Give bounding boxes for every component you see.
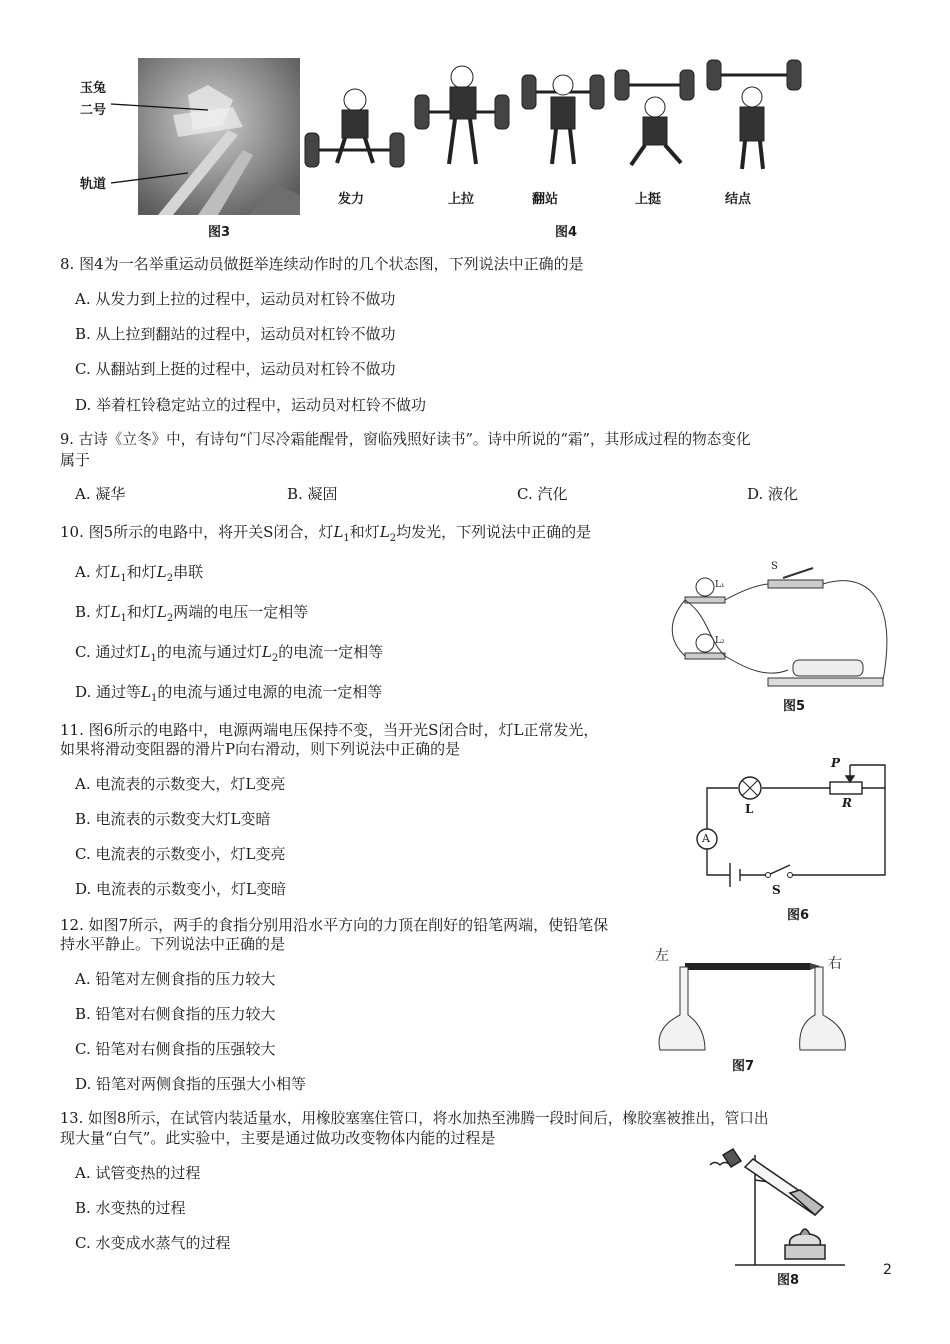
- q8-option-a[interactable]: A. 从发力到上拉的过程中，运动员对杠铃不做功: [75, 290, 396, 308]
- q10-stem: [60, 522, 591, 549]
- q13-stem-line1: 13. 如图8所示，在试管内装适量水，用橡胶塞塞住管口，将水加热至沸腾一段时间后，橡胶塞被推出，管口出: [60, 1110, 769, 1127]
- q12-stem-line2: 持水平静止。下列说法中正确的是: [60, 935, 286, 953]
- figure-5: [668, 560, 898, 715]
- lifter-phase-2: [415, 66, 509, 164]
- lifter-phase-3: [522, 75, 604, 164]
- q10-stem-part-a: 10. 图5所示的电路中，将开关S闭合，灯: [60, 523, 334, 541]
- phase-label-3: 翻站: [532, 192, 559, 207]
- q9-stem-line1: 9. 古诗《立冬》中，有诗句“门尽冷霜能醒骨，窗临残照好读书”。诗中所说的“霜”，其形成过程的物态变化: [60, 431, 751, 448]
- q10-option-c-mid: 的电流与通过灯: [156, 643, 262, 661]
- lifter-phase-5: [707, 60, 801, 169]
- figure-7-caption: 图7: [732, 1059, 755, 1074]
- figure-4-caption: 图4: [555, 225, 578, 240]
- phase-label-1: 发力: [338, 192, 365, 207]
- figure-3-caption: 图3: [208, 225, 231, 240]
- symbol-sub-2: 2: [166, 613, 174, 624]
- q11-stem-line1: 11. 图6所示的电路中，电源两端电压保持不变，当开光S闭合时，灯L正常发光，: [60, 721, 599, 739]
- q8-option-b[interactable]: B. 从上拉到翻站的过程中，运动员对杠铃不做功: [75, 325, 396, 343]
- q8-option-d[interactable]: D. 举着杠铃稳定站立的过程中，运动员对杠铃不做功: [75, 396, 427, 414]
- symbol-l2: L: [156, 603, 167, 621]
- q11-option-c[interactable]: C. 电流表的示数变小，灯L变亮: [75, 845, 286, 863]
- q13-stem-line2: 现大量“白气”。此实验中，主要是通过做功改变物体内能的过程是: [60, 1129, 496, 1147]
- figure-6-caption: 图6: [787, 908, 810, 923]
- symbol-l1: L: [110, 603, 121, 621]
- q10-option-b[interactable]: [75, 602, 308, 629]
- q12-option-c[interactable]: C. 铅笔对右侧食指的压强较大: [75, 1040, 276, 1058]
- q13-option-c[interactable]: C. 水变成水蒸气的过程: [75, 1234, 231, 1252]
- fig7-label-right: 右: [828, 956, 842, 972]
- q9-option-a[interactable]: A. 凝华: [75, 485, 126, 503]
- q10-option-a-pre: A. 灯: [75, 563, 111, 581]
- symbol-l2: L: [379, 523, 390, 541]
- symbol-sub-1: 1: [150, 653, 157, 664]
- figure-7-pencil-fingers: [650, 945, 850, 1055]
- q10-option-b-post: 两端的电压一定相等: [173, 603, 309, 621]
- figure-6: [690, 756, 895, 925]
- label-rover-1: 玉兔: [80, 81, 107, 96]
- q10-option-d-pre: D. 通过等: [75, 683, 142, 701]
- figure-5-circuit: [668, 560, 898, 695]
- symbol-l1: L: [141, 683, 151, 701]
- q11-option-d[interactable]: D. 电流表的示数变小，灯L变暗: [75, 880, 286, 898]
- phase-label-5: 结点: [725, 192, 752, 207]
- phase-label-2: 上拉: [448, 192, 475, 207]
- fig5-label-lamp2: L₂: [715, 636, 725, 646]
- q11-stem-line2: 如果将滑动变阻器的滑片P向右滑动，则下列说法中正确的是: [60, 740, 461, 758]
- q10-option-c-pre: C. 通过灯: [75, 643, 141, 661]
- q9-option-d[interactable]: D. 液化: [747, 485, 799, 503]
- q10-option-a[interactable]: [75, 562, 203, 589]
- figure-5-caption: 图5: [783, 699, 806, 714]
- symbol-l1: L: [333, 523, 344, 541]
- q13-option-b[interactable]: B. 水变热的过程: [75, 1199, 186, 1217]
- figure-8-caption: 图8: [777, 1273, 800, 1288]
- symbol-sub-1: 1: [120, 613, 127, 624]
- label-rover-2: 二号: [80, 103, 107, 118]
- fig5-label-switch: S: [771, 561, 778, 572]
- q13-option-a[interactable]: A. 试管变热的过程: [75, 1164, 201, 1182]
- q12-option-a[interactable]: A. 铅笔对左侧食指的压力较大: [75, 970, 276, 988]
- q8-option-c[interactable]: C. 从翻站到上挺的过程中，运动员对杠铃不做功: [75, 360, 396, 378]
- symbol-sub-2: 2: [271, 653, 279, 664]
- symbol-l2: L: [156, 563, 167, 581]
- fig6-label-r: R: [842, 796, 852, 810]
- q10-option-a-post: 串联: [173, 563, 204, 581]
- q10-option-c-post: 的电流一定相等: [278, 643, 384, 661]
- q12-option-d[interactable]: D. 铅笔对两侧食指的压强大小相等: [75, 1075, 307, 1093]
- phase-label-4: 上挺: [635, 192, 662, 207]
- lifter-phase-1: [305, 89, 404, 167]
- figure-6-circuit: [690, 760, 895, 895]
- q10-option-b-mid: 和灯: [126, 603, 157, 621]
- fig6-label-a: A: [702, 832, 710, 845]
- figure-8: [705, 1145, 855, 1290]
- q11-option-a[interactable]: A. 电流表的示数变大，灯L变亮: [75, 775, 286, 793]
- fig5-label-lamp1: L₁: [715, 580, 725, 590]
- symbol-sub-1: 1: [120, 573, 127, 584]
- symbol-sub-2: 2: [166, 573, 174, 584]
- q10-option-d-post: 的电流与通过电源的电流一定相等: [157, 683, 383, 701]
- fig7-label-left: 左: [655, 948, 669, 964]
- fig6-label-p: P: [831, 756, 841, 770]
- figure-3-photo: [78, 55, 303, 240]
- fig6-label-s: S: [772, 883, 781, 897]
- symbol-l1: L: [110, 563, 121, 581]
- figure-4: [300, 55, 810, 240]
- q10-option-a-mid: 和灯: [126, 563, 157, 581]
- symbol-sub-1: 1: [151, 693, 158, 704]
- q9-option-c[interactable]: C. 汽化: [517, 485, 568, 503]
- symbol-l1: L: [140, 643, 151, 661]
- q10-option-b-pre: B. 灯: [75, 603, 111, 621]
- figure-8-test-tube-apparatus: [705, 1145, 855, 1270]
- page-number: 2: [883, 1262, 892, 1278]
- figure-3: [78, 55, 303, 240]
- figure-7: [650, 945, 850, 1075]
- label-track: 轨道: [80, 177, 107, 192]
- q12-option-b[interactable]: B. 铅笔对右侧食指的压力较大: [75, 1005, 276, 1023]
- q12-stem-line1: 12. 如图7所示，两手的食指分别用沿水平方向的力顶在削好的铅笔两端，使铅笔保: [60, 916, 609, 934]
- symbol-sub-1: 1: [343, 533, 350, 544]
- symbol-sub-2: 2: [389, 533, 397, 544]
- q10-stem-part-b: 和灯: [349, 523, 380, 541]
- q9-stem-line2: 属于: [60, 451, 91, 469]
- q11-option-b[interactable]: B. 电流表的示数变大灯L变暗: [75, 810, 271, 828]
- q10-option-c[interactable]: [75, 642, 383, 669]
- q10-stem-part-c: 均发光，下列说法中正确的是: [396, 523, 592, 541]
- q10-option-d[interactable]: [75, 682, 382, 709]
- q8-stem: 8. 图4为一名举重运动员做挺举连续动作时的几个状态图，下列说法中正确的是: [60, 255, 584, 273]
- fig6-label-l: L: [745, 802, 754, 816]
- q9-option-b[interactable]: B. 凝固: [287, 485, 338, 503]
- symbol-l2: L: [261, 643, 272, 661]
- lifter-phase-4: [615, 70, 694, 165]
